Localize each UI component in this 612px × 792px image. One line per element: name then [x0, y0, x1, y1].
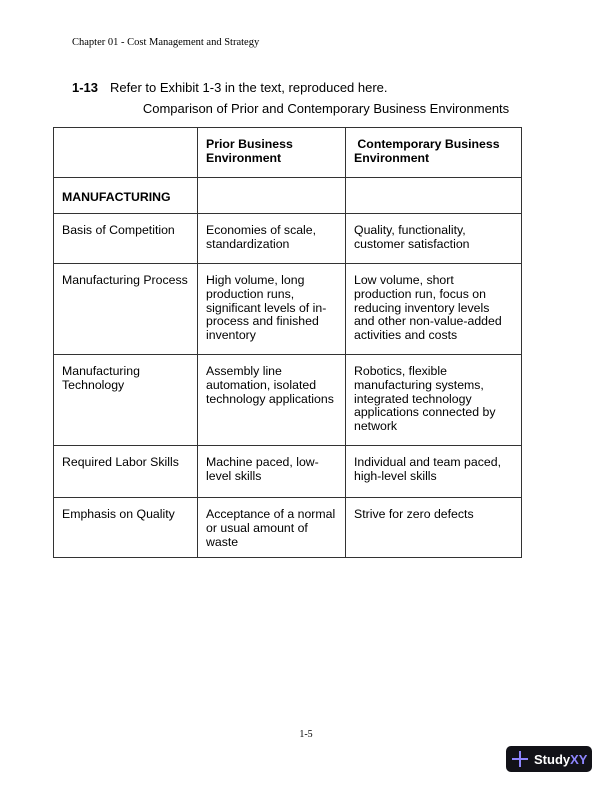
cell: Machine paced, low-level skills: [198, 446, 346, 498]
table-row: [54, 355, 522, 446]
cell: Basis of Competition: [54, 214, 198, 264]
table-row: [54, 214, 522, 264]
page-header: Chapter 01 - Cost Management and Strategy: [72, 37, 260, 48]
cell: Individual and team paced, high-level skills: [346, 446, 522, 498]
cell: Low volume, short production run, focus on reducing inventory levels and other non-value-added activities and costs: [346, 264, 522, 355]
header-row: [54, 128, 522, 178]
question: [72, 80, 388, 95]
question-number: 1-13: [72, 80, 99, 95]
cell: Assembly line automation, isolated technology applications: [198, 355, 346, 446]
cell: High volume, long production runs, significant levels of in-process and finished inventory: [198, 264, 346, 355]
question-text: Refer to Exhibit 1-3 in the text, reproduced here.: [110, 80, 388, 95]
table-row: [54, 264, 522, 355]
cell: Economies of scale, standardization: [198, 214, 346, 264]
plus-icon: [512, 751, 528, 767]
studyxy-logo: [506, 746, 592, 772]
table-caption: Comparison of Prior and Contemporary Business Environments: [142, 101, 510, 116]
cell: Required Labor Skills: [54, 446, 198, 498]
cell: Robotics, flexible manufacturing systems, integrated technology applications connected by network: [346, 355, 522, 446]
cell: Manufacturing Technology: [54, 355, 198, 446]
cell: Strive for zero defects: [346, 498, 522, 558]
cell: Acceptance of a normal or usual amount of waste: [198, 498, 346, 558]
section-row: [54, 178, 522, 214]
table-row: [54, 498, 522, 558]
header-cell: Prior Business Environment: [198, 128, 346, 178]
table-row: [54, 446, 522, 498]
cell: Emphasis on Quality: [54, 498, 198, 558]
section-label: MANUFACTURING: [54, 178, 198, 214]
header-cell: Contemporary Business Environment: [346, 128, 522, 178]
logo-text: Study: [534, 751, 571, 767]
header-cell: [54, 128, 198, 178]
logo-text-accent: XY: [570, 751, 588, 767]
comparison-table: [53, 127, 522, 558]
cell: Manufacturing Process: [54, 264, 198, 355]
page-number: 1-5: [299, 729, 313, 740]
cell: Quality, functionality, customer satisfaction: [346, 214, 522, 264]
